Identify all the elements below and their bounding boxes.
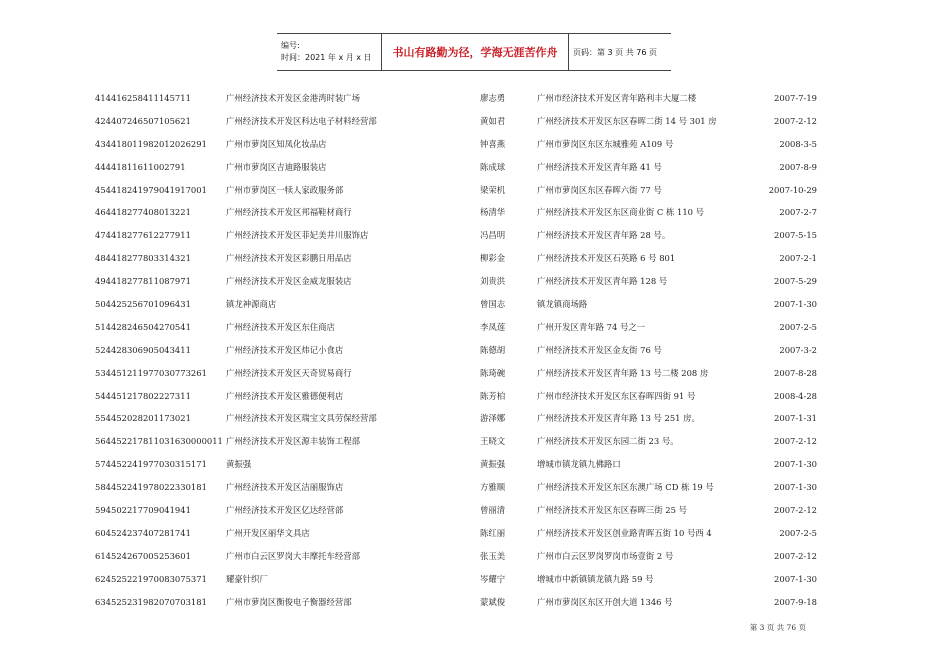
- registration-date: 2007-5-15: [774, 230, 817, 241]
- business-address: 广州经济技术开发区青年路 41 号: [537, 161, 662, 172]
- table-row: [0, 411, 950, 434]
- header-page-cell: [569, 34, 671, 70]
- table-row: [0, 205, 950, 228]
- business-name: 黄振强: [226, 459, 252, 470]
- table-row: [0, 480, 950, 503]
- business-address: 广州经济技术开发区东区春晖二街 14 号 301 房: [537, 115, 717, 126]
- business-name: 镇龙神源商店: [226, 299, 277, 310]
- registration-code: 524428306905043411: [95, 344, 191, 355]
- registration-code: 434418011982012026291: [95, 138, 207, 149]
- registration-date: 2007-1-31: [774, 413, 817, 424]
- table-row: [0, 251, 950, 274]
- header-page-info: 页码：第 3 页 共 76 页: [573, 47, 657, 57]
- header-motto-cell: [382, 34, 569, 70]
- registration-code: 474418277612277911: [95, 230, 191, 241]
- registration-code: 634525231982070703181: [95, 596, 207, 607]
- business-name: 广州经济技术开发区邦福鞋材商行: [226, 207, 352, 218]
- registration-date: 2007-7-19: [774, 93, 817, 103]
- table-row: [0, 526, 950, 549]
- registration-date: 2007-2-1: [779, 253, 817, 264]
- operator-name: 刘贵洪: [480, 276, 506, 287]
- registration-date: 2007-2-12: [774, 505, 817, 516]
- operator-name: 曾丽清: [480, 505, 506, 516]
- business-name: 广州经济技术开发区金威龙服装店: [226, 276, 352, 287]
- operator-name: 方雅顺: [480, 482, 506, 493]
- registration-code: 514428246504270541: [95, 321, 191, 332]
- business-name: 广州经济技术开发区科达电子材料经营部: [226, 115, 377, 126]
- operator-name: 陈琦碗: [480, 367, 506, 378]
- table-row: [0, 503, 950, 526]
- registration-date: 2007-2-12: [774, 550, 817, 561]
- business-address: 广州市经济技术开发区青年路利丰大厦二楼: [537, 93, 697, 103]
- registration-date: 2007-10-29: [768, 184, 817, 195]
- business-address: 增城市镇龙镇九佛路口: [537, 459, 621, 470]
- registration-code: 484418277803314321: [95, 253, 191, 264]
- business-name: 广州经济技术开发区亿达经营部: [226, 505, 344, 516]
- registration-code: 504425256701096431: [95, 299, 191, 310]
- table-row: [0, 274, 950, 297]
- table-row: [0, 549, 950, 572]
- business-name: 广州经济技术开发区彩鹏日用品店: [226, 253, 352, 264]
- business-name: 广州经济技术开发区洁丽服饰店: [226, 482, 344, 493]
- business-address: 广州市萝岗区东区开创大道 1346 号: [537, 596, 673, 607]
- registration-date: 2007-2-12: [774, 436, 817, 447]
- business-name: 广州经济技术开发区源丰装饰工程部: [226, 436, 360, 447]
- table-row: [0, 457, 950, 480]
- business-name: 广州开发区丽华文具店: [226, 527, 310, 538]
- operator-name: 陈德胡: [480, 344, 506, 355]
- business-address: 镇龙镇商场路: [537, 299, 588, 310]
- table-row: [0, 572, 950, 595]
- operator-name: 陈红丽: [480, 527, 506, 538]
- table-row: [0, 228, 950, 251]
- registration-code: 494418277811087971: [95, 276, 191, 287]
- page-header: [277, 33, 671, 71]
- registration-date: 2007-1-30: [774, 573, 817, 584]
- business-address: 广州经济技术开发区石英路 6 号 801: [537, 253, 676, 264]
- registration-date: 2007-2-7: [779, 207, 817, 218]
- operator-name: 游泽娜: [480, 413, 506, 424]
- registration-date: 2007-1-30: [774, 459, 817, 470]
- business-name: 广州经济技术开发区炜记小食店: [226, 344, 344, 355]
- registration-code: 414416258411145711: [95, 93, 191, 103]
- business-address: 广州经济技术开发区金友街 76 号: [537, 344, 662, 355]
- table-row: [0, 434, 950, 457]
- operator-name: 黄如君: [480, 115, 506, 126]
- operator-name: 柳彩金: [480, 253, 506, 264]
- registration-code: 554452028201173021: [95, 413, 191, 424]
- business-name: 广州市萝岗区衡俊电子衡器经营部: [226, 596, 352, 607]
- operator-name: 陈芳柏: [480, 390, 506, 401]
- registration-date: 2007-2-5: [779, 321, 817, 332]
- business-name: 广州市萝岗区一犊人家政服务部: [226, 184, 344, 195]
- document-time-label: 时间：2021 年 x 月 x 日: [281, 53, 372, 62]
- business-address: 广州经济技术开发区青年路 28 号。: [537, 230, 671, 241]
- business-address: 广州市萝岗区东区东城雅苑 A109 号: [537, 138, 674, 149]
- header-left-cell: [277, 34, 382, 70]
- business-address: 广州市经济技术开发区东区春晖四街 91 号: [537, 390, 696, 401]
- table-row: [0, 297, 950, 320]
- registration-code: 44441811611002791: [95, 161, 186, 172]
- business-name: 广州经济技术开发区金港湾时装广场: [226, 93, 360, 103]
- table-row: [0, 595, 950, 618]
- registration-date: 2007-9-18: [774, 596, 817, 607]
- business-name: 广州经济技术开发区东住商店: [226, 321, 335, 332]
- table-row: [0, 343, 950, 366]
- registration-code: 464418277408013221: [95, 207, 191, 218]
- registration-code: 574452241977030315171: [95, 459, 207, 470]
- registration-code: 624525221970083075371: [95, 573, 207, 584]
- operator-name: 王晓文: [480, 436, 506, 447]
- operator-name: 廖志勇: [480, 93, 506, 103]
- registration-code: 594502217709041941: [95, 505, 191, 516]
- table-row: [0, 114, 950, 137]
- operator-name: 黄振强: [480, 459, 506, 470]
- business-address: 广州经济技术开发区东区春晖三街 25 号: [537, 505, 687, 516]
- business-address: 广州经济技术开发区青年路 13 号二楼 208 房: [537, 367, 709, 378]
- table-row: [0, 91, 950, 114]
- operator-name: 岑耀宁: [480, 573, 506, 584]
- registration-date: 2007-1-30: [774, 299, 817, 310]
- business-name: 耀豪针织厂: [226, 573, 268, 584]
- business-address: 广州经济技术开发区青年路 128 号: [537, 276, 668, 287]
- page-footer: 第 3 页 共 76 页: [749, 623, 806, 632]
- registration-date: 2007-2-5: [779, 527, 817, 538]
- table-row: [0, 183, 950, 206]
- business-address: 增城市中新镇镇龙镇九路 59 号: [537, 573, 654, 584]
- operator-name: 李凤莲: [480, 321, 506, 332]
- registration-code: 454418241979041917001: [95, 184, 207, 195]
- registration-code: 544451217802227311: [95, 390, 191, 401]
- business-registry-table: [0, 91, 950, 617]
- registration-code: 424407246507105621: [95, 115, 191, 126]
- registration-date: 2007-1-30: [774, 482, 817, 493]
- header-motto: 书山有路勤为径，学海无涯苦作舟: [392, 46, 558, 59]
- business-address: 广州经济技术开发区东区商业街 C 栋 110 号: [537, 207, 705, 218]
- operator-name: 曾国志: [480, 299, 506, 310]
- business-address: 广州市萝岗区东区春晖六街 77 号: [537, 184, 662, 195]
- registration-date: 2007-8-9: [779, 161, 817, 172]
- table-row: [0, 137, 950, 160]
- registration-date: 2007-5-29: [774, 276, 817, 287]
- operator-name: 蒙斌俊: [480, 596, 506, 607]
- operator-name: 冯昌明: [480, 230, 506, 241]
- table-row: [0, 320, 950, 343]
- operator-name: 杨清华: [480, 207, 506, 218]
- business-name: 广州市萝岗区吉迪路服装店: [226, 161, 327, 172]
- registration-code: 534451211977030773261: [95, 367, 207, 378]
- registration-code: 584452241978022330181: [95, 482, 207, 493]
- registration-code: 564452217811031630000011: [95, 436, 223, 447]
- registration-date: 2007-8-28: [774, 367, 817, 378]
- business-name: 广州经济技术开发区天奇贸易商行: [226, 367, 352, 378]
- business-address: 广州经济技术开发区东园二街 23 号。: [537, 436, 679, 447]
- business-name: 广州市萝岗区知凤化妆品店: [226, 138, 327, 149]
- business-name: 广州经济技术开发区雅德便利店: [226, 390, 344, 401]
- table-row: [0, 389, 950, 412]
- registration-date: 2008-3-5: [779, 138, 817, 149]
- registration-date: 2007-2-12: [774, 115, 817, 126]
- operator-name: 陈成球: [480, 161, 506, 172]
- operator-name: 张玉美: [480, 550, 506, 561]
- business-address: 广州市白云区罗岗罗岗市场壹街 2 号: [537, 550, 674, 561]
- business-name: 广州经济技术开发区瑞宝文具劳保经营部: [226, 413, 377, 424]
- registration-code: 614524267005253601: [95, 550, 191, 561]
- business-address: 广州经济技术开发区创业路青晖五街 10 号西 4: [537, 527, 712, 538]
- business-name: 广州市白云区罗岗大丰摩托车经营部: [226, 550, 360, 561]
- operator-name: 梁荣机: [480, 184, 506, 195]
- operator-name: 钟喜燕: [480, 138, 506, 149]
- business-address: 广州经济技术开发区青年路 13 号 251 房。: [537, 413, 700, 424]
- registration-code: 604524237407281741: [95, 527, 191, 538]
- registration-date: 2007-3-2: [779, 344, 817, 355]
- business-name: 广州经济技术开发区菲妃美井川服饰店: [226, 230, 369, 241]
- registration-date: 2008-4-28: [774, 390, 817, 401]
- business-address: 广州经济技术开发区东区东澳广场 CD 栋 19 号: [537, 482, 714, 493]
- business-address: 广州开发区青年路 74 号之一: [537, 321, 646, 332]
- table-row: [0, 366, 950, 389]
- table-row: [0, 160, 950, 183]
- document-number-label: 编号:: [281, 41, 300, 50]
